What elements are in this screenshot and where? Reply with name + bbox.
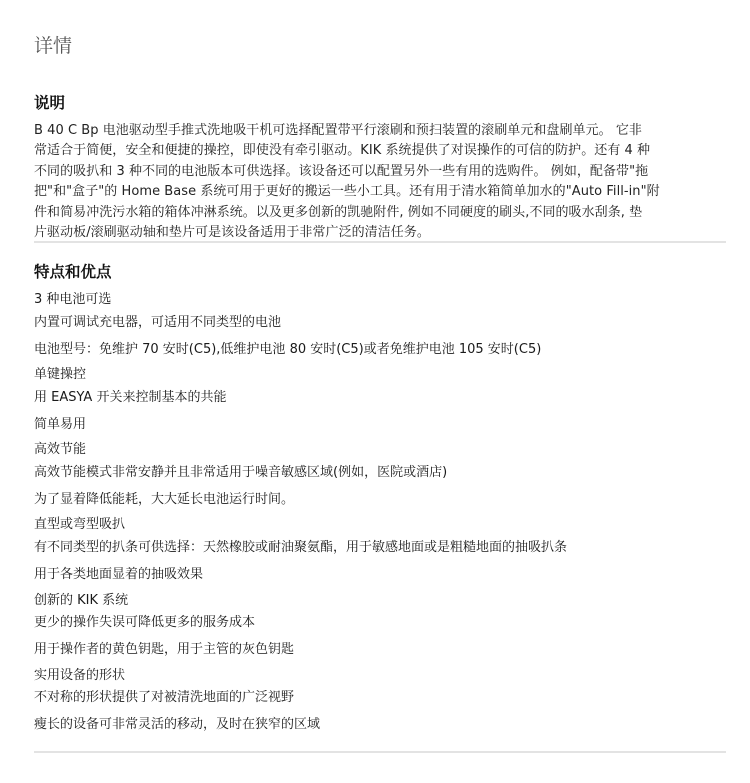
feature-item: 用 EASYA 开关来控制基本的共能 — [34, 390, 227, 405]
page-title: 详情 — [34, 35, 73, 57]
feature-item: 电池型号：免维护 70 安时(C5),低维护电池 80 安时(C5)或者免维护电池 105 安时(C5) — [34, 342, 542, 357]
description-line: 把"和"盒子"的 Home Base 系统可用于更好的搬运一些小工具。还有用于清水箱简单加水的"Auto Fill-in"附 — [34, 184, 660, 200]
feature-item: 高效节能 — [34, 442, 87, 457]
feature-item: 直型或弯型吸扒 — [34, 517, 126, 532]
description-section — [34, 93, 726, 113]
feature-item: 用于操作者的黄色钥匙，用于主管的灰色钥匙 — [34, 642, 295, 657]
feature-item: 用于各类地面显着的抽吸效果 — [34, 567, 204, 582]
feature-item: 实用设备的形状 — [34, 668, 126, 683]
description-heading: 说明 — [34, 94, 66, 112]
feature-item: 创新的 KIK 系统 — [34, 593, 129, 608]
section-divider — [34, 241, 726, 243]
feature-item: 单键操控 — [34, 367, 87, 382]
feature-item: 瘦长的设备可非常灵活的移动，及时在狭窄的区域 — [34, 717, 321, 732]
feature-item: 3 种电池可选 — [34, 292, 112, 307]
bottom-divider — [34, 751, 726, 753]
description-line: 件和简易冲洗污水箱的箱体冲淋系统。以及更多创新的凯驰附件, 例如不同硬度的刷头,不同的吸水刮条, 垫 — [34, 204, 643, 220]
features-section — [34, 262, 726, 282]
description-text — [34, 121, 726, 243]
feature-item: 不对称的形状提供了对被清洗地面的广泛视野 — [34, 690, 295, 705]
description-line: B 40 C Bp 电池驱动型手推式洗地吸干机可选择配置带平行滚刷和预扫装置的滚刷单元和盘刷单元。 它非 — [34, 123, 642, 138]
description-line: 常适合于简便，安全和便捷的操控，即使没有牵引驱动。KIK 系统提供了对误操作的可信的防护。还有 4 种 — [34, 143, 651, 159]
feature-item: 高效节能模式非常安静并且非常适用于噪音敏感区域(例如，医院或酒店) — [34, 465, 448, 480]
description-line: 不同的吸扒和 3 种不同的电池版本可供选择。该设备还可以配置另外一些有用的选购件。 例如，配备带"拖 — [34, 163, 649, 179]
feature-item: 简单易用 — [34, 417, 87, 432]
feature-item: 更少的操作失误可降低更多的服务成本 — [34, 615, 256, 630]
feature-item: 为了显着降低能耗，大大延长电池运行时间。 — [34, 492, 295, 507]
feature-item: 有不同类型的扒条可供选择：天然橡胶或耐油聚氨酯，用于敏感地面或是粗糙地面的抽吸扒条 — [34, 540, 568, 555]
features-heading: 特点和优点 — [34, 263, 112, 281]
feature-item: 内置可调试充电器，可适用不同类型的电池 — [34, 315, 282, 330]
description-line: 片驱动板/滚刷驱动轴和垫片可是该设备适用于非常广泛的清洁任务。 — [34, 225, 430, 241]
